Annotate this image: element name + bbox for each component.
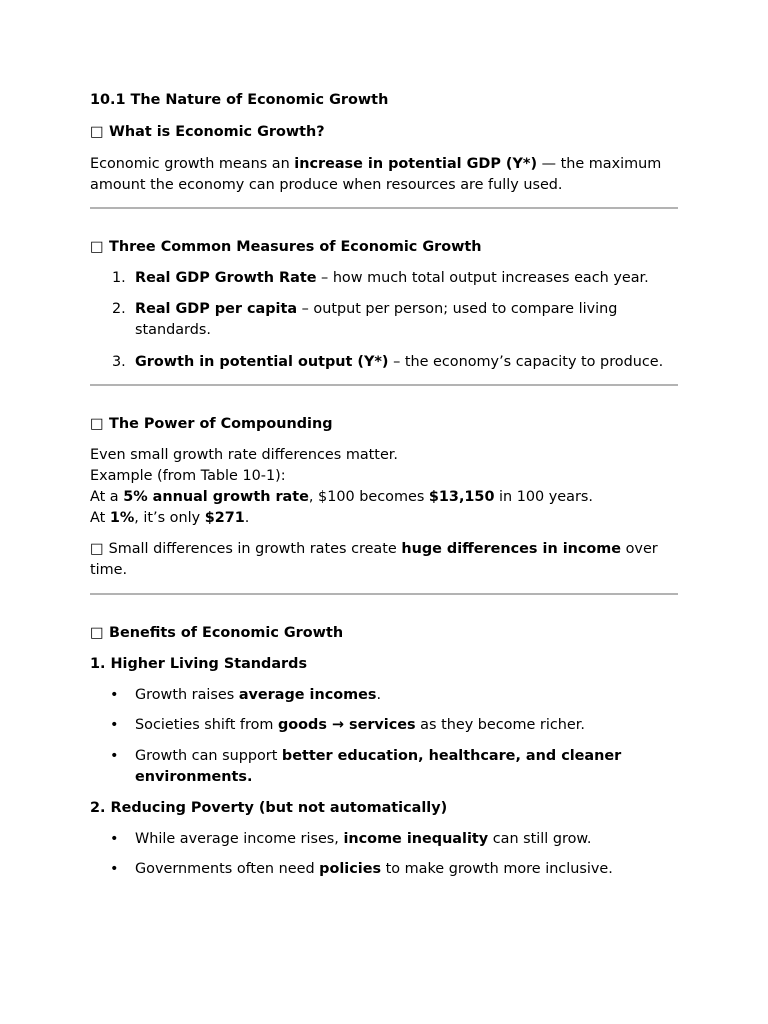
- section-divider: [90, 207, 678, 209]
- subheading-living-standards: 1. Higher Living Standards: [90, 655, 308, 672]
- list-item: • Governments often need policies to make growth more inclusive.: [110, 861, 613, 878]
- section-heading-compounding: □ The Power of Compounding: [90, 414, 678, 435]
- compounding-note: □ Small differences in growth rates create huge differences in income over time.: [90, 541, 658, 579]
- section-heading-benefits: □ Benefits of Economic Growth: [90, 623, 678, 644]
- section-heading-what-is-growth: □ What is Economic Growth?: [90, 122, 678, 143]
- list-item: 1. Real GDP Growth Rate – how much total output increases each year.: [112, 270, 649, 287]
- list-item: • Growth raises average incomes.: [110, 686, 382, 703]
- missing-glyph-icon: □: [90, 624, 104, 641]
- subheading-reducing-poverty: 2. Reducing Poverty (but not automatically): [90, 799, 448, 816]
- section-divider: [90, 593, 678, 595]
- living-standards-list: [90, 685, 678, 788]
- missing-glyph-icon: □: [90, 239, 104, 256]
- missing-glyph-icon: □: [90, 416, 104, 433]
- page-title: 10.1 The Nature of Economic Growth: [90, 92, 389, 108]
- section-divider: [90, 384, 678, 386]
- list-item: 3. Growth in potential output (Y*) – the economy’s capacity to produce.: [112, 353, 664, 370]
- reducing-poverty-list: [90, 829, 678, 881]
- missing-glyph-icon: □: [90, 124, 104, 140]
- compounding-paragraph: Even small growth rate differences matter. Example (from Table 10-1): At a 5% annual growth rate, $100 becomes $13,150 in 100 years. At 1%, it’s only $271.: [90, 447, 593, 526]
- document-page: [90, 90, 678, 880]
- definition-paragraph: Economic growth means an increase in potential GDP (Y*) — the maximum amount the economy can produce when resources are fully used.: [90, 155, 662, 193]
- list-item: • Growth can support better education, healthcare, and cleaner environments.: [110, 748, 622, 785]
- missing-glyph-icon: □: [90, 541, 104, 558]
- measures-list: [90, 268, 678, 372]
- list-item: 2. Real GDP per capita – output per person; used to compare living standards.: [112, 300, 618, 338]
- section-heading-measures: □ Three Common Measures of Economic Growth: [90, 237, 678, 258]
- list-item: • While average income rises, income inequality can still grow.: [110, 830, 592, 847]
- list-item: • Societies shift from goods → services as they become richer.: [110, 717, 585, 734]
